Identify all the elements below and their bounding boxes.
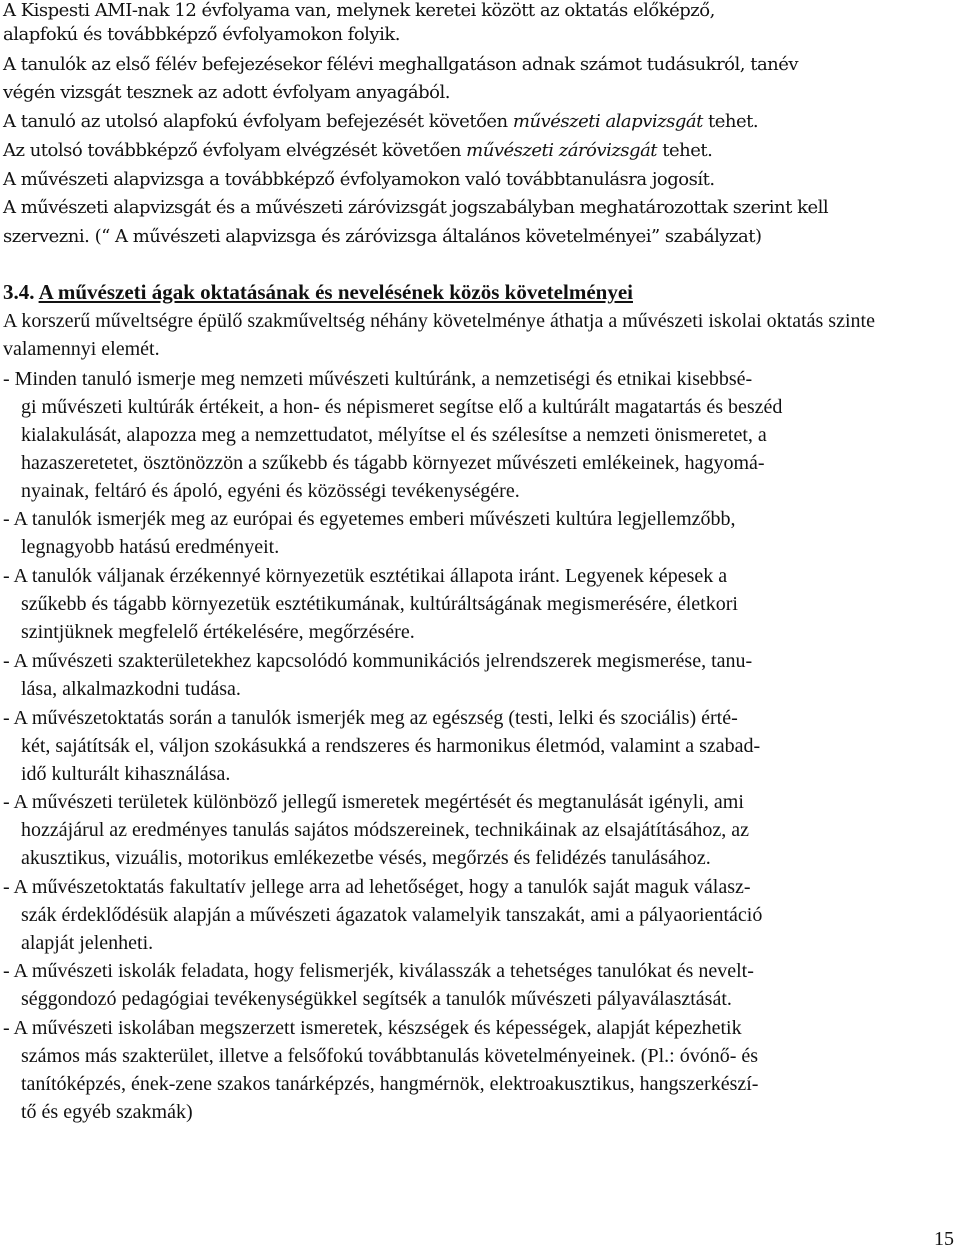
bullet-line: két, sajátítsák el, váljon szokásukká a rendszeres és harmonikus életmód, valamint a szabad-	[21, 735, 761, 757]
text-run: A tanulók az első félév befejezésekor félévi meghallgatáson adnak számot tudásukról, tanév	[3, 54, 799, 75]
text-run: alapfokú és továbbképző évfolyamokon folyik.	[3, 24, 400, 45]
bullet-line: gi művészeti kultúrák értékeit, a hon- és népismeret segítse elő a kultúrált magatartás és beszéd	[21, 396, 783, 418]
bullet-line: séggondozó pedagógiai tevékenységükkel segítsék a tanulók művészeti pályaválasztását.	[21, 988, 732, 1010]
bullet-line: szák érdeklődésük alapján a művészeti ágazatok valamelyik tanszakát, ami a pályaorientáció	[21, 904, 763, 926]
section-number: 3.4.	[3, 280, 35, 304]
bullet-line: akusztikus, vizuális, motorikus emlékezetbe vésés, megőrzés és felidézés tanulásához.	[21, 847, 711, 869]
bullet-line: szintjüknek megfelelő értékelésére, megőrzésére.	[21, 621, 415, 643]
bullet-line: tő és egyéb szakmák)	[21, 1101, 193, 1123]
bullet-item	[3, 365, 938, 505]
bullet-line: számos más szakterület, illetve a felsőfokú továbbtanulás követelményeinek. (Pl.: óvónő- és	[21, 1045, 759, 1067]
bullet-line: - A művészetoktatás során a tanulók ismerjék meg az egészség (testi, lelki és szociális) érté-	[3, 707, 738, 729]
bullet-line: - Minden tanuló ismerje meg nemzeti művészeti kultúránk, a nemzetiségi és etnikai kisebbsé-	[3, 368, 753, 390]
bullet-line: hozzájárul az eredményes tanulás sajátos módszereinek, technikáinak az elsajátításához, az	[21, 819, 749, 841]
intro-line	[3, 226, 762, 247]
section-heading	[3, 280, 633, 305]
text-run: tehet.	[702, 111, 759, 132]
text-run: Az utolsó továbbképző évfolyam elvégzését követően	[3, 140, 467, 161]
bullet-item	[3, 562, 938, 646]
bullet-line: legnagyobb hatású eredményeit.	[21, 536, 280, 558]
intro-line	[3, 54, 798, 75]
bullet-item	[3, 957, 938, 1013]
bullet-line: - A művészeti iskolák feladata, hogy felismerjék, kiválasszák a tehetséges tanulókat és nevelt-	[3, 960, 754, 982]
intro-line	[3, 0, 715, 21]
page-number: 15	[934, 1228, 954, 1250]
bullet-item	[3, 1014, 938, 1126]
intro-line	[3, 169, 715, 190]
bullet-line: - A művészeti területek különböző jellegű ismeretek megértését és megtanulását igényli, ami	[3, 791, 744, 813]
intro-line	[3, 24, 400, 45]
text-run: A művészeti alapvizsga a továbbképző évfolyamokon való továbbtanulásra jogosít.	[3, 169, 715, 190]
bullet-line: - A tanulók váljanak érzékennyé környezetük esztétikai állapota iránt. Legyenek képesek a	[3, 565, 728, 587]
bullet-line: szűkebb és tágabb környezetük esztétikumának, kultúráltságának megismerésére, életkori	[21, 593, 738, 615]
bullet-line: - A tanulók ismerjék meg az európai és egyetemes emberi művészeti kultúra legjellemzőbb,	[3, 508, 736, 530]
bullet-line: hazaszeretetet, ösztönözzön a szűkebb és tágabb környezet művészeti emlékeinek, hagyomá-	[21, 452, 765, 474]
bullet-line: tanítóképzés, ének-zene szakos tanárképzés, hangmérnök, elektroakusztikus, hangszerkészí-	[21, 1073, 759, 1095]
section-lead-paragraph: A korszerű műveltségre épülő szakműveltség néhány követelménye áthatja a művészeti iskolai oktatás szinte valamennyi elemét.	[3, 310, 875, 360]
bullet-line: nyainak, feltáró és ápoló, egyéni és közösségi tevékenységére.	[21, 480, 520, 502]
text-run: tehet.	[657, 140, 713, 161]
emphasized-term: művészeti alapvizsgát	[512, 111, 703, 132]
text-run: szervezni. (“ A művészeti alapvizsga és záróvizsga általános követelményei” szabályzat)	[3, 226, 762, 247]
bullet-line: - A művészeti szakterületekhez kapcsolódó kommunikációs jelrendszerek megismerése, tanu-	[3, 650, 753, 672]
intro-line	[3, 82, 450, 103]
text-run: végén vizsgát tesznek az adott évfolyam anyagából.	[3, 82, 450, 103]
text-run: A tanuló az utolsó alapfokú évfolyam befejezését követően	[3, 111, 513, 132]
text-run: A művészeti alapvizsgát és a művészeti záróvizsgát jogszabályban meghatározottak szerint kell	[3, 197, 829, 218]
bullet-item	[3, 873, 938, 957]
intro-line	[3, 140, 712, 161]
section-title: A művészeti ágak oktatásának és nevelésének közös követelményei	[38, 280, 633, 304]
emphasized-term: művészeti záróvizsgát	[466, 140, 658, 161]
bullet-item	[3, 647, 938, 703]
bullet-item	[3, 704, 938, 788]
intro-line	[3, 197, 828, 218]
bullet-line: - A művészeti iskolában megszerzett ismeretek, készségek és képességek, alapját képezhetik	[3, 1017, 742, 1039]
bullet-item	[3, 505, 938, 561]
bullet-item	[3, 788, 938, 872]
intro-line	[3, 111, 758, 132]
bullet-line: lása, alkalmazkodni tudása.	[21, 678, 241, 700]
bullet-line: alapját jelenheti.	[21, 932, 154, 954]
bullet-line: idő kulturált kihasználása.	[21, 763, 231, 785]
text-run: A Kispesti AMI-nak 12 évfolyama van, melynek keretei között az oktatás előképző,	[3, 0, 715, 21]
bullet-line: kialakulását, alapozza meg a nemzettudatot, mélyítse el és szélesítse a nemzeti önismeretet, a	[21, 424, 767, 446]
bullet-line: - A művészetoktatás fakultatív jellege arra ad lehetőséget, hogy a tanulók saját maguk válasz-	[3, 876, 751, 898]
